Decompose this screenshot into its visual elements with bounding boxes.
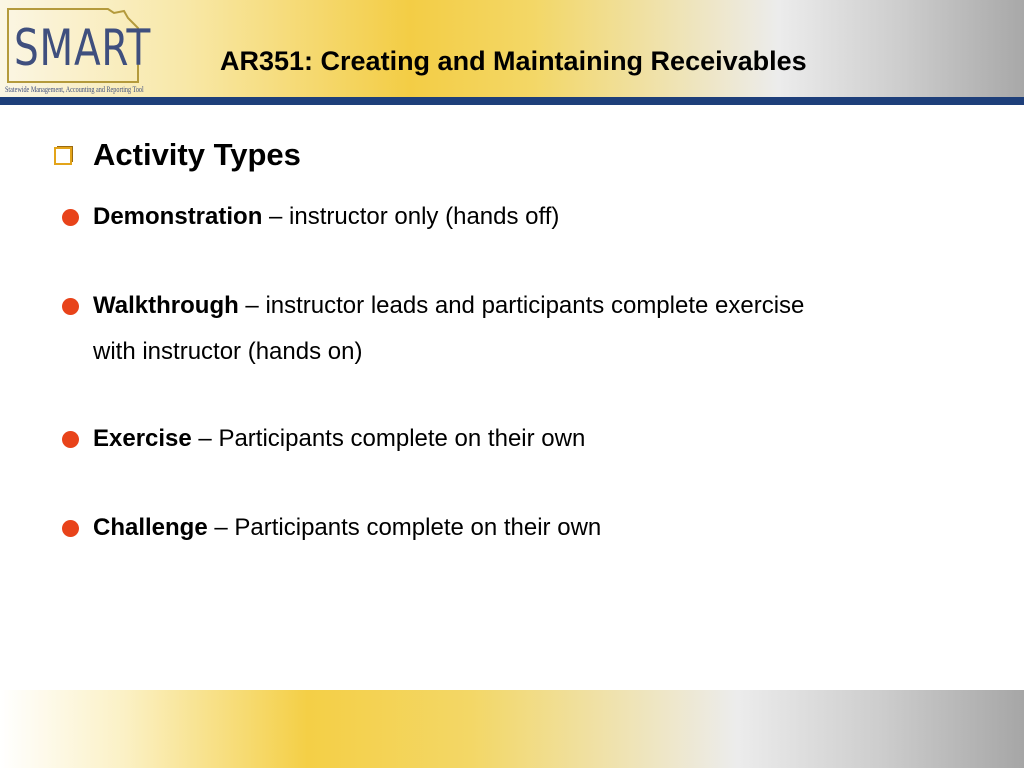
section-heading-text: Activity Types — [93, 137, 301, 172]
bullet-term: Demonstration — [93, 203, 263, 230]
slide-title: AR351: Creating and Maintaining Receivables — [220, 46, 807, 76]
bullet-term: Challenge — [93, 514, 208, 541]
footer-banner — [0, 690, 1024, 768]
smart-logo — [4, 6, 152, 96]
checkbox-bullet-icon — [54, 145, 74, 165]
bullet-text — [93, 505, 893, 551]
bullet-description: – instructor leads and participants complete exercise with instructor (hands on) — [93, 292, 805, 365]
bullet-text — [93, 416, 893, 462]
bullet-dot-icon — [62, 520, 79, 537]
header-divider — [0, 97, 1024, 105]
header-banner — [0, 0, 1024, 97]
logo-wordmark: SMART — [14, 19, 152, 77]
bullet-dot-icon — [62, 298, 79, 315]
bullet-term: Exercise — [93, 425, 192, 452]
bullet-description: – instructor only (hands off) — [262, 203, 560, 230]
bullet-description: – Participants complete on their own — [207, 514, 602, 541]
bullet-term: Walkthrough — [93, 292, 239, 319]
bullet-description: – Participants complete on their own — [191, 425, 586, 452]
bullet-dot-icon — [62, 209, 79, 226]
bullet-text — [93, 194, 893, 240]
bullet-text — [93, 283, 833, 375]
logo-tagline: Statewide Management, Accounting and Reporting Tool — [5, 85, 144, 94]
bullet-dot-icon — [62, 431, 79, 448]
